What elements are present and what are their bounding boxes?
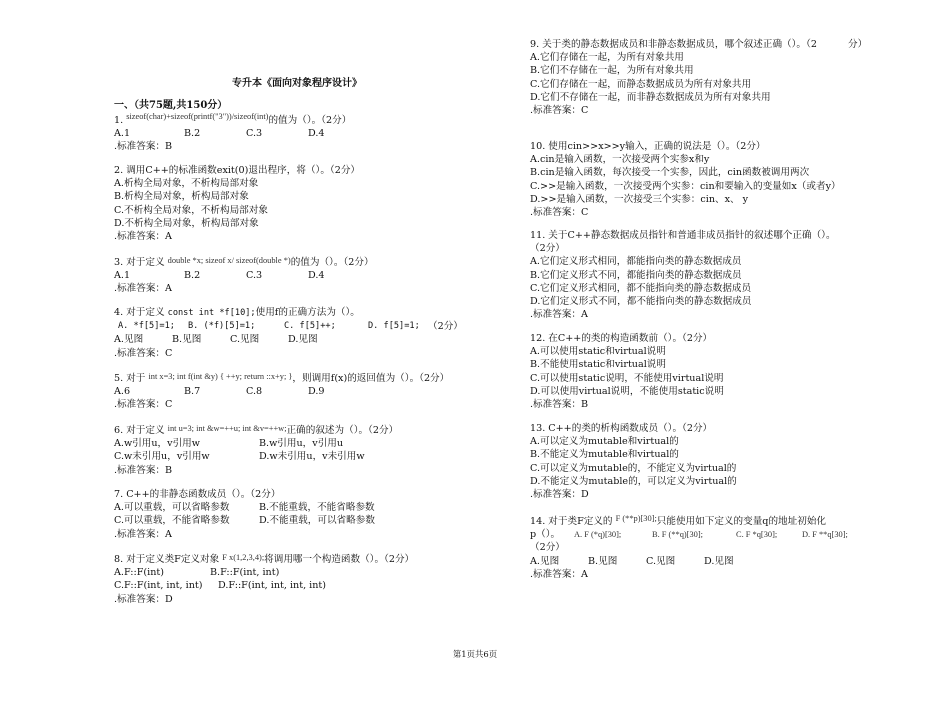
option-a[interactable]: A.cin是输入函数，一次接受两个实参x和y [530, 154, 710, 166]
standard-answer: .标准答案：D [530, 489, 589, 501]
standard-answer: .标准答案：C [114, 347, 173, 359]
option-c[interactable]: C.可以定义为mutable的，不能定义为virtual的 [530, 462, 737, 474]
option-a[interactable]: A.见图 [530, 555, 560, 567]
question-8 [114, 553, 414, 606]
question-4 [114, 306, 463, 360]
question-2 [114, 164, 360, 243]
standard-answer: .标准答案：A [114, 283, 172, 295]
standard-answer: .标准答案：A [114, 231, 172, 243]
option-a[interactable]: A.w引用u，v引用w [114, 438, 200, 450]
choice-b: B. (*f)[5]=1; [188, 321, 256, 332]
standard-answer: .标准答案：A [530, 568, 588, 580]
option-d[interactable]: D.4 [308, 128, 325, 140]
option-b[interactable]: B.见图 [172, 334, 202, 346]
standard-answer: .标准答案：C [530, 207, 589, 219]
standard-answer: .标准答案：B [114, 464, 173, 476]
question-text: 9. 关于类的静态数据成员和非静态数据成员，哪个叙述正确（）。（2 [530, 39, 817, 50]
question-text: 的值为（）。（2分） [290, 257, 374, 268]
score: （2分） [428, 321, 463, 333]
option-b[interactable]: B.2 [184, 270, 201, 282]
option-b[interactable]: B.F::F(int, int) [210, 567, 280, 579]
standard-answer: .标准答案：B [114, 141, 173, 153]
choice-row [114, 320, 463, 333]
question-text: 将调用哪一个构造函数（）。（2分） [264, 554, 415, 565]
option-b[interactable]: B.7 [184, 386, 201, 398]
question-1 [114, 114, 351, 154]
option-a[interactable]: A.它们存储在一起，为所有对象共用 [530, 52, 684, 64]
option-a[interactable]: A.可以定义为mutable和virtual的 [530, 436, 679, 448]
option-a[interactable]: A.见图 [114, 334, 144, 346]
option-a[interactable]: A.可以使用static和virtual说明 [530, 346, 666, 358]
option-c[interactable]: C.3 [246, 128, 263, 140]
option-c[interactable]: C.3 [246, 270, 263, 282]
section-heading: 一、（共75题,共150分） [114, 100, 228, 111]
standard-answer: .标准答案：A [114, 528, 172, 540]
question-text: 10. 使用cin>>x>>y输入，正确的说法是（）。（2分） [530, 141, 766, 152]
question-9 [530, 38, 868, 117]
option-d[interactable]: D.可以使用virtual说明，不能使用static说明 [530, 385, 724, 397]
option-b[interactable]: B.析构全局对象，析构局部对象 [114, 191, 249, 203]
option-b[interactable]: B.它们定义形式不同，都能指向类的静态数据成员 [530, 269, 742, 281]
option-b[interactable]: B.w引用u，v引用u [259, 438, 344, 450]
option-c[interactable]: C.不析构全局对象，不析构局部对象 [114, 204, 268, 216]
option-d[interactable]: D.不能定义为mutable的，可以定义为virtual的 [530, 475, 737, 487]
question-5 [114, 372, 449, 412]
question-6 [114, 424, 398, 477]
document-title: 专升本《面向对象程序设计》 [232, 78, 362, 89]
standard-answer: .标准答案：C [114, 399, 173, 411]
option-c[interactable]: C.8 [246, 386, 263, 398]
options-row [114, 333, 463, 346]
option-a[interactable]: A.析构全局对象，不析构局部对象 [114, 178, 259, 190]
question-7 [114, 488, 375, 541]
option-a[interactable]: A.1 [114, 270, 131, 282]
options-row [114, 269, 374, 282]
question-number: 6. 对于定义 [114, 425, 165, 436]
option-d[interactable]: D.不能重载，可以省略参数 [259, 515, 375, 527]
option-d[interactable]: D.9 [308, 386, 325, 398]
option-c[interactable]: C.可以重载，不能省略参数 [114, 515, 230, 527]
option-b[interactable]: B.2 [184, 128, 201, 140]
option-a[interactable]: A.6 [114, 386, 131, 398]
option-b[interactable]: B.不能重载，不能省略参数 [259, 502, 375, 514]
question-text-cont: p（）。 [530, 529, 561, 541]
code-snippet: int x=3; int f(int &y) { ++y; return ::x+y; } [148, 372, 293, 381]
question-text: 12. 在C++的类的构造函数前（）。（2分） [530, 333, 713, 344]
option-c[interactable]: C.见图 [646, 555, 676, 567]
question-text: ，则调用f(x)的返回值为（）。（2分） [292, 373, 450, 384]
option-b[interactable]: B.cin是输入函数，每次接受一个实参，因此，cin函数被调用两次 [530, 167, 810, 179]
question-text-cont: （2分） [530, 243, 565, 255]
option-c[interactable]: C.F::F(int, int, int) [114, 580, 203, 592]
question-number: 3. 对于定义 [114, 257, 165, 268]
option-c[interactable]: C.>>是输入函数，一次接受两个实参：cin和要输入的变量如x（或者y） [530, 180, 841, 192]
score: （2分） [530, 542, 565, 554]
question-13 [530, 422, 737, 501]
question-11 [530, 229, 836, 321]
options-row [114, 501, 375, 514]
option-d[interactable]: D.它们不存储在一起，而非静态数据成员为所有对象共用 [530, 91, 771, 103]
option-d[interactable]: D.它们定义形式不同，都不能指向类的静态数据成员 [530, 296, 752, 308]
standard-answer: .标准答案：A [530, 309, 588, 321]
option-c[interactable]: C.它们定义形式相同，都不能指向类的静态数据成员 [530, 282, 752, 294]
choice-d: D. F **q[30]; [802, 530, 848, 540]
option-d[interactable]: D.见图 [704, 555, 734, 567]
option-a[interactable]: A.F::F(int) [114, 567, 165, 579]
question-text: 只能使用如下定义的变量q的地址初始化 [656, 516, 827, 527]
question-text: 2. 调用C++的标准函数exit(0)退出程序，将（）。（2分） [114, 165, 361, 176]
option-c[interactable]: C.w未引用u，v引用w [114, 451, 210, 463]
code-snippet: double *x; sizeof x/ sizeof(double *) [167, 256, 291, 265]
option-c[interactable]: C.见图 [230, 334, 260, 346]
choice-a: A. *f[5]=1; [118, 321, 175, 332]
page-footer: 第1页共6页 [452, 649, 498, 659]
question-text: 7. C++的非静态函数成员（）。（2分） [114, 489, 281, 500]
options-row [114, 579, 414, 592]
question-text: 11. 关于C++静态数据成员指针和普通非成员指针的叙述哪个正确（）。 [530, 230, 836, 241]
option-a[interactable]: A.1 [114, 128, 131, 140]
options-row [114, 514, 375, 527]
code-snippet: F x(1,2,3,4); [222, 553, 265, 562]
question-number: 4. 对于定义 [114, 307, 165, 318]
question-number: 5. 对于 [114, 373, 146, 384]
option-b[interactable]: B.它们不存储在一起，为所有对象共用 [530, 65, 694, 77]
code-snippet: int u=3; int &w=++u; int &v=++w; [167, 424, 287, 433]
question-12 [530, 332, 724, 411]
option-a[interactable]: A.它们定义形式相同，都能指向类的静态数据成员 [530, 256, 742, 268]
option-d[interactable]: D.>>是输入函数，一次接受三个实参：cin、x、 y [530, 193, 749, 205]
option-d[interactable]: D.F::F(int, int, int, int) [218, 580, 327, 592]
option-b[interactable]: B.见图 [588, 555, 618, 567]
option-d[interactable]: D.w未引用u，v未引用w [259, 451, 365, 463]
question-3 [114, 256, 374, 296]
question-text: 13. C++的类的析构函数成员（）。（2分） [530, 423, 713, 434]
question-number: 1. [114, 115, 124, 126]
option-d[interactable]: D.见图 [288, 334, 318, 346]
standard-answer: .标准答案：D [114, 593, 173, 605]
option-d[interactable]: D.不析构全局对象，析构局部对象 [114, 217, 259, 229]
options-row [114, 127, 351, 140]
question-10 [530, 140, 841, 219]
options-row [114, 450, 398, 463]
question-number: 14. 对于类F定义的 [530, 516, 613, 527]
choice-row [530, 528, 848, 541]
question-text: 的值为（）。（2分） [268, 115, 352, 126]
options-row [114, 385, 449, 398]
option-a[interactable]: A.可以重载，可以省略参数 [114, 502, 230, 514]
option-b[interactable]: B.不能定义为mutable和virtual的 [530, 449, 679, 461]
options-row [114, 566, 414, 579]
question-text: 使用f的正确方法为（）。 [255, 307, 360, 318]
option-c[interactable]: C.可以使用static说明，不能使用virtual说明 [530, 372, 724, 384]
code-snippet: F (**p)[30]; [615, 514, 657, 523]
option-c[interactable]: C.它们存储在一起，而静态数据成员为所有对象共用 [530, 78, 752, 90]
option-b[interactable]: B.不能使用static和virtual说明 [530, 359, 666, 371]
question-text: 正确的叙述为（）。（2分） [286, 425, 399, 436]
standard-answer: .标准答案：C [530, 105, 589, 117]
code-snippet: sizeof(char)+sizeof(printf("3"))/sizeof(int) [126, 112, 269, 121]
code-snippet: const int *f[10]; [167, 308, 256, 318]
choice-a: A. F (*q)[30]; [574, 530, 622, 540]
choice-d: D. f[5]=1; [368, 321, 420, 332]
question-14 [530, 515, 848, 581]
option-d[interactable]: D.4 [308, 270, 325, 282]
choice-c: C. F *q[30]; [736, 530, 778, 540]
standard-answer: .标准答案：B [530, 399, 589, 411]
question-text-cont: 分） [848, 39, 868, 50]
question-number: 8. 对于定义类F定义对象 [114, 554, 220, 565]
choice-b: B. F (**q)[30]; [652, 530, 703, 540]
options-row [530, 555, 848, 568]
options-row [114, 437, 398, 450]
choice-c: C. f[5]++; [284, 321, 336, 332]
